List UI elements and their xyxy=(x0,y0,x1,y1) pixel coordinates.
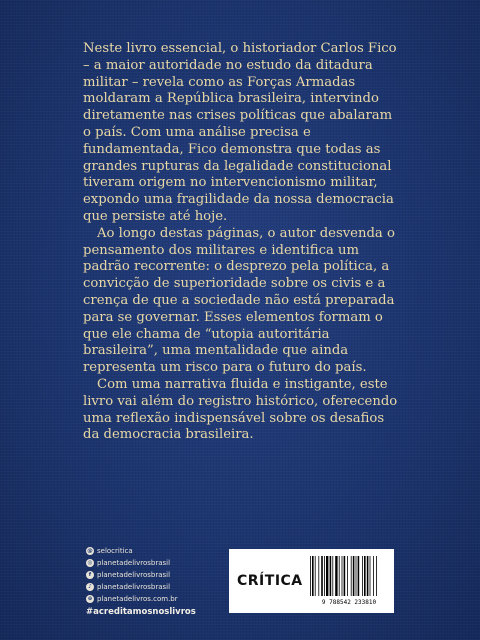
social-item-facebook[interactable] xyxy=(86,569,178,581)
hashtag: #acreditamosnoslivros xyxy=(86,607,196,617)
back-cover-blurb xyxy=(83,41,403,444)
social-handle: planetadelivros.com.br xyxy=(97,595,178,603)
tiktok-icon: ♪ xyxy=(86,583,94,591)
blurb-paragraph-3: Com uma narrativa fluida e instigante, este livro vai além do registro histórico, oferecendo uma reflexão indispensável sobre os desafios da democracia brasileira. xyxy=(83,376,398,443)
publisher-logo: CRÍTICA xyxy=(237,573,303,589)
social-handle: planetadelivrosbrasil xyxy=(97,571,171,579)
social-handle: planetadelivrosbrasil xyxy=(97,583,171,591)
facebook-icon: f xyxy=(86,571,94,579)
at-icon: @ xyxy=(87,548,93,554)
social-handle: selocritica xyxy=(97,547,133,555)
instagram-icon: ◎ xyxy=(87,560,93,566)
social-item-instagram[interactable] xyxy=(86,557,178,569)
blurb-paragraph-2: Ao longo destas páginas, o autor desvenda o pensamento dos militares e identifica um padrão recorrente: o desprezo pela política, a convicção de superioridade sobre os civis e a crença de que a sociedade não está preparada para se governar. Esses elementos formam o que ele chama de “utopia autoritária brasileira”, uma mentalidade que ainda representa um risco para o futuro do país. xyxy=(83,225,395,376)
isbn-number: 9 788542 233810 xyxy=(307,599,391,606)
barcode-panel xyxy=(229,549,394,613)
blurb-paragraph-1: Neste livro essencial, o historiador Carlos Fico – a maior autoridade no estudo da ditadura militar – revela como as Forças Armadas moldaram a República brasileira, intervindo diretamente nas crises políticas que abalaram o país. Com uma análise precisa e fundamentada, Fico demonstra que todas as grandes rupturas da legalidade constitucional tiveram origem no intervencionismo militar, expondo uma fragilidade da nossa democracia que persiste até hoje. xyxy=(83,41,397,224)
globe-icon: ⊕ xyxy=(87,596,93,602)
social-item-tiktok[interactable] xyxy=(86,581,178,593)
social-handle: planetadelivrosbrasil xyxy=(97,559,171,567)
social-item-selocritica[interactable] xyxy=(86,545,178,557)
social-links xyxy=(86,545,178,605)
social-item-website[interactable] xyxy=(86,593,178,605)
